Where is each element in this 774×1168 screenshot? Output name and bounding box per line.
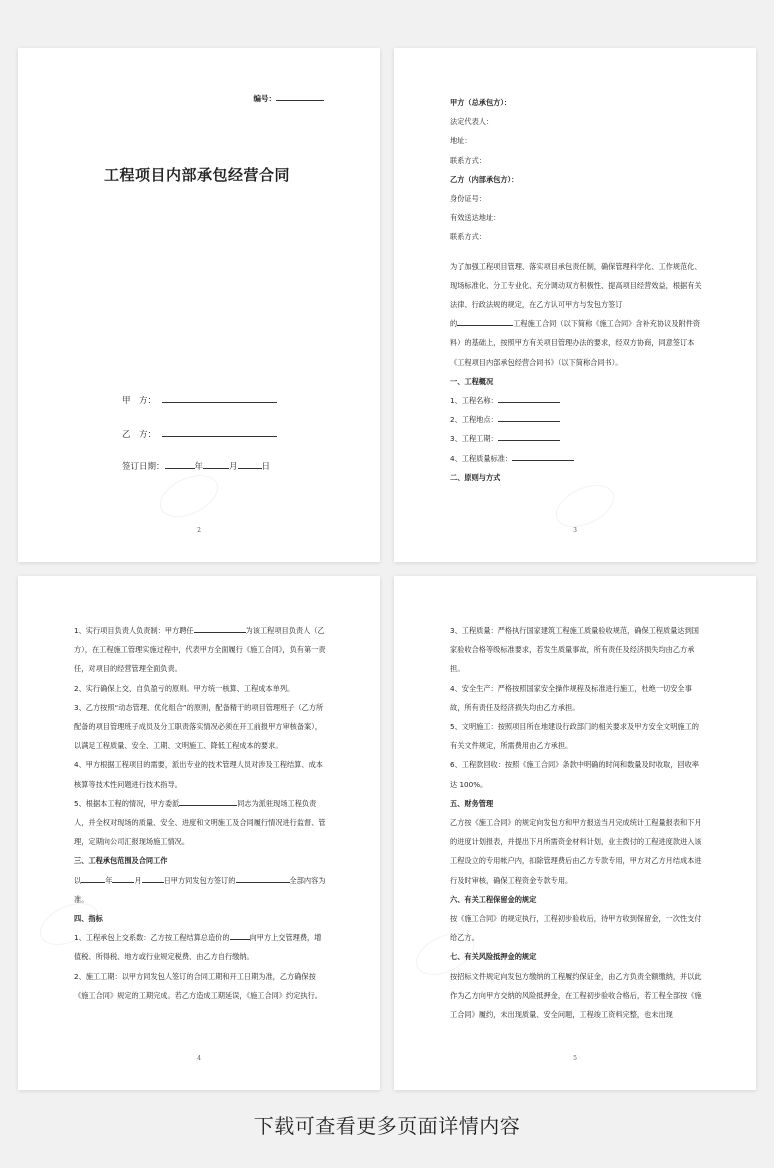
indicator-2: 2、施工工期：以甲方同发包人签订的合同工期和开工日期为准，乙方确保按《施工合同》规定的工期完成。若乙方造成工期延误，《施工合同》约定执行。 [74,971,322,1000]
sign-date-label: 签订日期： [122,462,165,472]
section-1-heading: 一、工程概况 [450,376,494,386]
party-a-signature [122,394,277,406]
clause-1 [74,621,328,679]
clause-5-b: 同志为派驻现场工程负责人，并全权对现场的质量、安全、进度和文明施工及合同履行情况进行监督、管理，定期向公司汇报现场施工情况。 [74,798,326,847]
page-number: 4 [197,1055,201,1062]
section-7-heading: 七、有关风险抵押金的规定 [450,952,537,962]
clause-quality: 3、工程质量：严格执行国家建筑工程施工质量验收规范，确保工程质量达到国家验收合格等级标准要求，若发生质量事故，所有责任及经济损失均由乙方承担。 [450,626,699,674]
month-label: 月 [229,462,238,472]
project-location-item [450,410,704,429]
indicator-1-a: 1、工程承包上交系数：乙方按工程结算总造价的 [74,933,230,943]
s3-day-blank [142,874,164,883]
clause-1-a: 1、实行项目负责人负责制：甲方聘任 [74,626,194,635]
quality-standard-label: 4、工程质量标准： [450,453,513,463]
contract-number-blank [276,92,324,101]
s3-year: 年 [105,875,113,885]
document-page-5 [394,576,756,1090]
project-name-item [450,391,704,410]
contract-number-label: 编号： [253,94,276,103]
project-location-blank [498,413,560,422]
clause-5-a: 5、根据本工程的情况，甲方委派 [74,798,180,808]
address-line: 地址： [450,136,472,146]
party-b-blank [162,428,277,437]
section-6-paragraph: 按《施工合同》的规定执行，工程初步验收后，待甲方收到保留金，一次性支付给乙方。 [450,914,702,943]
page-number: 2 [197,527,201,534]
contact-line: 联系方式： [450,155,486,165]
watermark-logo [153,467,224,526]
preamble-prefix: 的 [450,319,458,329]
year-blank [165,460,195,469]
section-2-heading: 二、原则与方式 [450,472,501,482]
section-4-heading: 四、指标 [74,914,103,924]
section-5-paragraph: 乙方按《施工合同》的规定向发包方和甲方报送当月完成统计工程量报表和下月的进度计划报表，并提出下月所需资金材料计划，业主拨付的工程进度款进入该工程设立的专用帐户内，扣除管理费后由乙方专款专用，甲方对乙方月结成本进行及时审核，确保工程资金专款专用。 [450,818,702,885]
clause-safety: 4、安全生产：严格按照国家安全操作规程及标准进行施工，杜绝一切安全事故，所有责任及经济损失均由乙方承担。 [450,683,692,712]
project-name-blank [498,394,560,403]
party-b-signature [122,428,277,440]
s3-year-blank [81,874,105,883]
quality-standard-item [450,449,704,468]
party-a-heading: 甲方（总承包方）： [450,98,512,107]
delivery-address-line: 有效送达地址： [450,213,501,223]
contract-number [254,92,325,104]
clause-1-b: 为该工程项目负责人（乙方），在工程施工管理实施过程中，代表甲方全面履行《施工合同》，负有第一责任，对项目的经营管理全面负责。 [74,626,326,674]
manager-blank [194,624,246,633]
party-b-label: 乙 方： [122,430,157,440]
sign-date [122,460,270,472]
project-duration-item [450,429,704,448]
section-3-paragraph [74,871,328,909]
document-page-2 [18,48,380,562]
page-body [450,621,704,1024]
document-page-3 [394,48,756,562]
party-a-blank [162,394,277,403]
contact-line-b: 联系方式： [450,232,486,242]
section-6-heading: 六、有关工程保留金的规定 [450,894,537,904]
s3-month-blank [112,874,134,883]
s3-prefix: 以 [74,875,82,885]
preamble-suffix: 工程施工合同（以下简称《施工合同》含补充协议及附件资料）的基础上，按照甲方有关项目管理办法的要求，经双方协商，同意签订本《工程项目内部承包经营合同书》（以下简称合同书）。 [450,319,701,367]
preamble-paragraph: 为了加强工程项目管理、落实项目承包责任制，确保管理科学化、工作规范化、现场标准化、分工专业化、充分调动双方积极性、提高项目经营效益，根据有关法律、行政法规的规定，在乙方认可甲方与发包方签订 [450,261,702,310]
project-location-label: 2、工程地点： [450,415,498,425]
s3-contract-blank [236,874,290,883]
day-label: 日 [261,462,271,472]
s3-mid: 日甲方同发包方签订的 [163,875,236,885]
project-duration-blank [498,432,560,441]
project-duration-label: 3、工程工期： [450,434,498,444]
clause-2: 2、实行确保上交、自负盈亏的原则。甲方统一核算、工程成本单列。 [74,683,295,693]
clause-4: 4、甲方根据工程项目的需要，派出专业的技术管理人员对涉及工程结算、成本核算等技术性问题进行技术指导。 [74,760,323,789]
indicator-1 [74,928,328,966]
section-7-paragraph: 按招标文件规定向发包方缴纳的工程履约保证金，由乙方负责全额缴纳，并以此作为乙方向甲方交纳的风险抵押金，在工程初步验收合格后，若工程全部按《施工合同》履约，未出现质量、安全问题，工程竣工资料完整，也未出现 [450,971,702,1020]
month-blank [203,460,229,469]
page-number: 3 [573,527,577,534]
party-b-heading: 乙方（内部承包方）： [450,174,519,184]
day-blank [238,460,262,469]
clause-5 [74,794,328,852]
party-a-label: 甲 方： [122,396,157,406]
rate-blank [230,931,250,940]
delegate-blank [179,797,237,806]
quality-standard-blank [512,452,574,461]
project-name-label: 1、工程名称： [450,396,498,406]
clause-3: 3、乙方按照“动态管理、优化组合”的原则，配备精干的项目管理班子（乙方所配备的项目管理班子成员及分工职责落实情况必须在开工前报甲方审核备案），以满足工程质量、安全、工期、文明施工、降低工程成本的要求。 [74,702,324,751]
year-label: 年 [194,462,204,472]
clause-payment: 6、工程款回收：按照《施工合同》条款中明确的时间和数量及时收取，回收率达 100%。 [450,760,699,789]
legal-rep-line: 法定代表人： [450,117,494,127]
page-number: 5 [573,1055,577,1062]
page-body [74,621,328,1005]
section-5-heading: 五、财务管理 [450,798,494,808]
id-number-line: 身份证号： [450,194,486,204]
section-3-heading: 三、工程承包范围及合同工作 [74,856,168,866]
contract-name-blank [457,317,513,326]
page-body [450,93,704,487]
download-more-caption: 下载可查看更多页面详情内容 [253,1114,521,1138]
indicator-1-b: 向甲方上交管理费，增值税、所得税、地方或行业规定税费、由乙方自行缴纳。 [74,933,322,962]
s3-month: 月 [134,875,142,885]
clause-civilized: 5、文明施工：按照项目所在地建设行政部门的相关要求及甲方安全文明施工的有关文件规定，所需费用由乙方承担。 [450,722,699,751]
contract-title: 工程项目内部承包经营合同 [104,166,291,184]
document-page-4 [18,576,380,1090]
s3-suffix: 全部内容为准。 [74,875,326,904]
preamble-paragraph-2 [450,314,704,372]
